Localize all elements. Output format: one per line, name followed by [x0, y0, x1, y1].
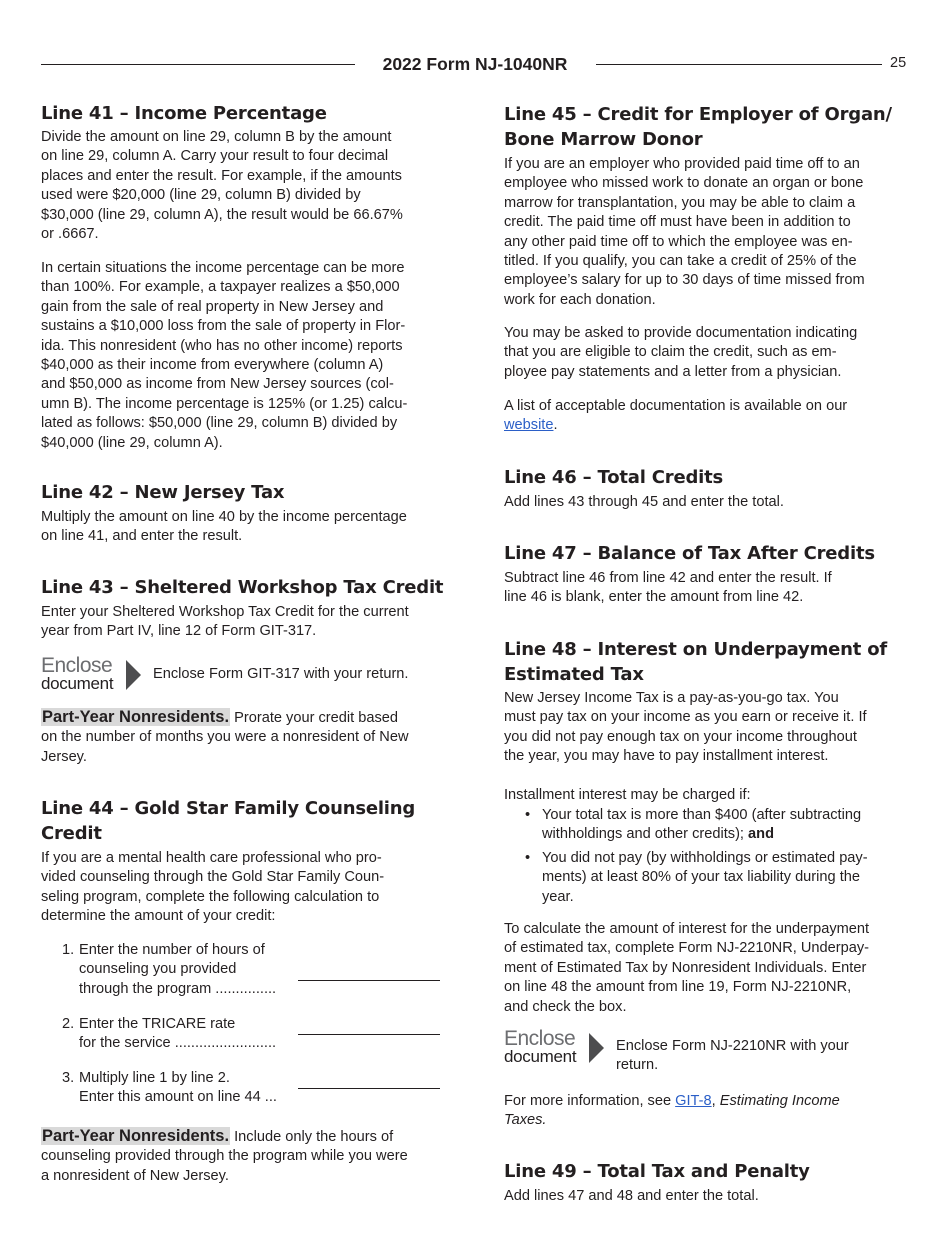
calc-step-2	[62, 1015, 442, 1055]
text-line: Multiply line 1 by line 2.	[79, 1070, 230, 1086]
text-line: ments) at least 80% of your tax liability during the	[542, 869, 860, 886]
text-line: counseling provided through the program while you were	[41, 1148, 408, 1165]
text-line: that you are eligible to claim the credit, such as em-	[504, 344, 837, 361]
part-year-label: Part-Year Nonresidents.	[42, 1127, 230, 1145]
note-text: Prorate your credit based	[230, 710, 398, 726]
part-year-nonresidents-note-2	[41, 1127, 451, 1186]
text-line: return.	[616, 1057, 659, 1074]
publication-title: Estimating Income	[719, 1093, 840, 1109]
text-line: Credit	[41, 822, 102, 844]
calc-step-1-entry-field[interactable]	[298, 980, 440, 981]
text-line: the year, you may have to pay installment interest.	[504, 748, 829, 765]
text-line: or .6667.	[41, 226, 99, 243]
git-8-link[interactable]: GIT-8	[675, 1093, 712, 1109]
bullet-icon: •	[525, 850, 531, 866]
text-line: a nonresident of New Jersey.	[41, 1167, 229, 1184]
text-line: gain from the sale of real property in New Jersey and	[41, 298, 384, 315]
text-line: New Jersey Income Tax is a pay-as-you-go tax. You	[504, 690, 839, 706]
text-line: credit. The paid time off must have been in addition to	[504, 214, 851, 231]
heading-line-41: Line 41 – Income Percentage	[41, 103, 327, 124]
text-line: year from Part IV, line 12 of Form GIT-317.	[41, 623, 317, 640]
calc-step-3-entry-field[interactable]	[298, 1088, 440, 1089]
publication-title: Taxes.	[504, 1112, 547, 1129]
line-44-paragraph	[41, 849, 451, 927]
heading-line-49: Line 49 – Total Tax and Penalty	[504, 1161, 810, 1182]
text-line: Enter this amount on line 44 ...	[79, 1089, 277, 1106]
text-line: withholdings and other credits);	[542, 826, 744, 843]
text-line: Enclose Form NJ-2210NR with your	[616, 1038, 849, 1054]
part-year-label: Part-Year Nonresidents.	[42, 708, 230, 726]
text-line: marrow for transplantation, you may be able to claim a	[504, 194, 856, 211]
line-43-paragraph	[41, 603, 451, 642]
text-line: $40,000 as their income from everywhere (column A)	[41, 357, 384, 374]
enclose-icon-text: Enclose	[41, 654, 113, 677]
line-45-paragraph-3	[504, 397, 914, 436]
bullet-icon: •	[525, 807, 531, 823]
text-line: lated as follows: $50,000 (line 29, column B) divided by	[41, 415, 398, 432]
text-line: on line 41, and enter the result.	[41, 528, 243, 545]
text-line: Line 45 – Credit for Employer of Organ/	[504, 104, 892, 125]
heading-line-42: Line 42 – New Jersey Tax	[41, 482, 285, 503]
text: For more information, see	[504, 1093, 676, 1109]
text-line: Jersey.	[41, 748, 87, 765]
heading-line-43: Line 43 – Sheltered Workshop Tax Credit	[41, 577, 444, 598]
calc-step-3	[62, 1069, 442, 1109]
text-line: You did not pay (by withholdings or estimated pay-	[542, 850, 868, 866]
line-41-paragraph-1	[41, 128, 451, 244]
calc-step-1	[62, 941, 442, 997]
text-line: Multiply the amount on line 40 by the income percentage	[41, 509, 407, 525]
text-line: any other paid time off to which the employee was en-	[504, 233, 853, 250]
text-line: on line 29, column A. Carry your result to four decimal	[41, 148, 389, 165]
heading-line-46: Line 46 – Total Credits	[504, 467, 724, 488]
text-line: than 100%. For example, a taxpayer realizes a $50,000	[41, 279, 400, 296]
arrow-icon	[589, 1033, 604, 1063]
document-icon-text: document	[504, 1047, 577, 1066]
line-41-paragraph-2	[41, 259, 451, 453]
header-rule-left	[41, 64, 355, 65]
text-line: employee who missed work to donate an organ or bone	[504, 175, 864, 192]
text-line: determine the amount of your credit:	[41, 908, 276, 925]
text-line: ment of Estimated Tax by Nonresident Individuals. Enter	[504, 959, 867, 976]
text-line: counseling you provided	[79, 961, 237, 978]
text-line: If you are an employer who provided paid time off to an	[504, 156, 860, 172]
step-number: 2.	[62, 1016, 75, 1032]
heading-line-44	[41, 797, 415, 846]
step-number: 1.	[62, 942, 75, 958]
text-line: A list of acceptable documentation is available on our	[504, 398, 848, 414]
note-text-rest	[41, 1147, 451, 1186]
text-line: and check the box.	[504, 998, 627, 1015]
text-line: titled. If you qualify, you can take a credit of 25% of the	[504, 253, 857, 270]
text-line: Divide the amount on line 29, column B by the amount	[41, 129, 392, 145]
text-line: on the number of months you were a nonresident of New	[41, 729, 409, 746]
bold-and: and	[744, 826, 774, 843]
text-line: must pay tax on your income as you earn or receive it. If	[504, 709, 867, 726]
note-text: Include only the hours of	[230, 1129, 394, 1145]
line-48-paragraph-4	[504, 1092, 914, 1131]
text: ,	[711, 1093, 720, 1109]
text-line: Subtract line 46 from line 42 and enter the result. If	[504, 570, 832, 586]
line-45-paragraph-1	[504, 155, 914, 310]
text-line: To calculate the amount of interest for the underpayment	[504, 921, 870, 937]
text-line: line 46 is blank, enter the amount from line 42.	[504, 589, 804, 606]
header-rule-right	[596, 64, 882, 65]
text-line: used were $20,000 (line 29, column B) divided by	[41, 187, 361, 204]
heading-line-48	[504, 638, 887, 687]
text-line: Enter the TRICARE rate	[79, 1016, 236, 1032]
text-line: You may be asked to provide documentation indicating	[504, 325, 858, 341]
text-line: Bone Marrow Donor	[504, 128, 703, 150]
enclose-document-icon	[504, 1027, 609, 1066]
line-48-paragraph-1	[504, 689, 914, 767]
text-line: In certain situations the income percentage can be more	[41, 260, 405, 276]
text-line: Enter the number of hours of	[79, 942, 265, 958]
text-line: Your total tax is more than $400 (after subtracting	[542, 807, 862, 823]
period: .	[553, 417, 558, 434]
text-line: through the program ...............	[79, 980, 277, 997]
page-number: 25	[890, 55, 907, 71]
line-46-paragraph: Add lines 43 through 45 and enter the total.	[504, 494, 784, 510]
bullet-item-2	[525, 849, 868, 907]
text-line: on line 48 the amount from line 19, Form NJ-2210NR,	[504, 979, 852, 996]
text-line: If you are a mental health care professional who pro-	[41, 850, 382, 866]
step-text	[79, 941, 276, 999]
text-line: Line 44 – Gold Star Family Counseling	[41, 798, 416, 819]
text-line: ida. This nonresident (who has no other income) reports	[41, 337, 403, 354]
bullet-item-1	[525, 806, 862, 845]
text-line: of estimated tax, complete Form NJ-2210NR, Underpay-	[504, 940, 869, 957]
line-48-paragraph-3	[504, 920, 914, 1017]
text-line: you did not pay enough tax on your income throughout	[504, 728, 857, 745]
text-line: sustains a $10,000 loss from the sale of property in Flor-	[41, 318, 406, 335]
text-line: vided counseling through the Gold Star Family Coun-	[41, 869, 385, 886]
document-icon-text: document	[41, 674, 114, 693]
calc-step-2-entry-field[interactable]	[298, 1034, 440, 1035]
text-line: seling program, complete the following calculation to	[41, 888, 380, 905]
website-link[interactable]: website	[504, 417, 554, 434]
enclose-nj2210nr-note	[616, 1037, 849, 1076]
text-line: places and enter the result. For example, if the amounts	[41, 167, 402, 184]
line-42-paragraph	[41, 508, 451, 547]
line-49-paragraph: Add lines 47 and 48 and enter the total.	[504, 1188, 759, 1204]
heading-line-45	[504, 103, 892, 152]
text-line: ployee pay statements and a letter from a physician.	[504, 363, 842, 380]
text-line: Estimated Tax	[504, 663, 644, 685]
form-title: 2022 Form NJ-1040NR	[382, 54, 568, 74]
note-text-rest	[41, 728, 451, 767]
text-line: $40,000 (line 29, column A).	[41, 434, 223, 451]
line-48-paragraph-2: Installment interest may be charged if:	[504, 787, 751, 803]
text-line: employee’s salary for up to 30 days of time missed from	[504, 272, 865, 289]
step-text	[79, 1069, 277, 1108]
enclose-document-icon	[41, 654, 146, 693]
text-line: year.	[542, 888, 574, 905]
text-line: $30,000 (line 29, column A), the result would be 66.67%	[41, 206, 403, 223]
line-45-paragraph-2	[504, 324, 914, 382]
step-number: 3.	[62, 1070, 75, 1086]
step-text	[79, 1015, 276, 1054]
enclose-icon-text: Enclose	[504, 1027, 576, 1050]
text-line: for the service .........................	[79, 1035, 277, 1052]
text-line: and $50,000 as income from New Jersey sources (col-	[41, 376, 394, 393]
part-year-nonresidents-note-1	[41, 708, 451, 767]
text-line: Enter your Sheltered Workshop Tax Credit for the current	[41, 604, 409, 620]
heading-line-47: Line 47 – Balance of Tax After Credits	[504, 543, 875, 564]
bullet-text	[542, 849, 868, 907]
arrow-icon	[126, 660, 141, 690]
line-47-paragraph	[504, 569, 914, 608]
text-line: work for each donation.	[504, 291, 656, 308]
text-line: Line 48 – Interest on Underpayment of	[504, 639, 888, 660]
enclose-git317-note: Enclose Form GIT-317 with your return.	[153, 666, 409, 682]
text-line: umn B). The income percentage is 125% (or 1.25) calcu-	[41, 395, 408, 412]
